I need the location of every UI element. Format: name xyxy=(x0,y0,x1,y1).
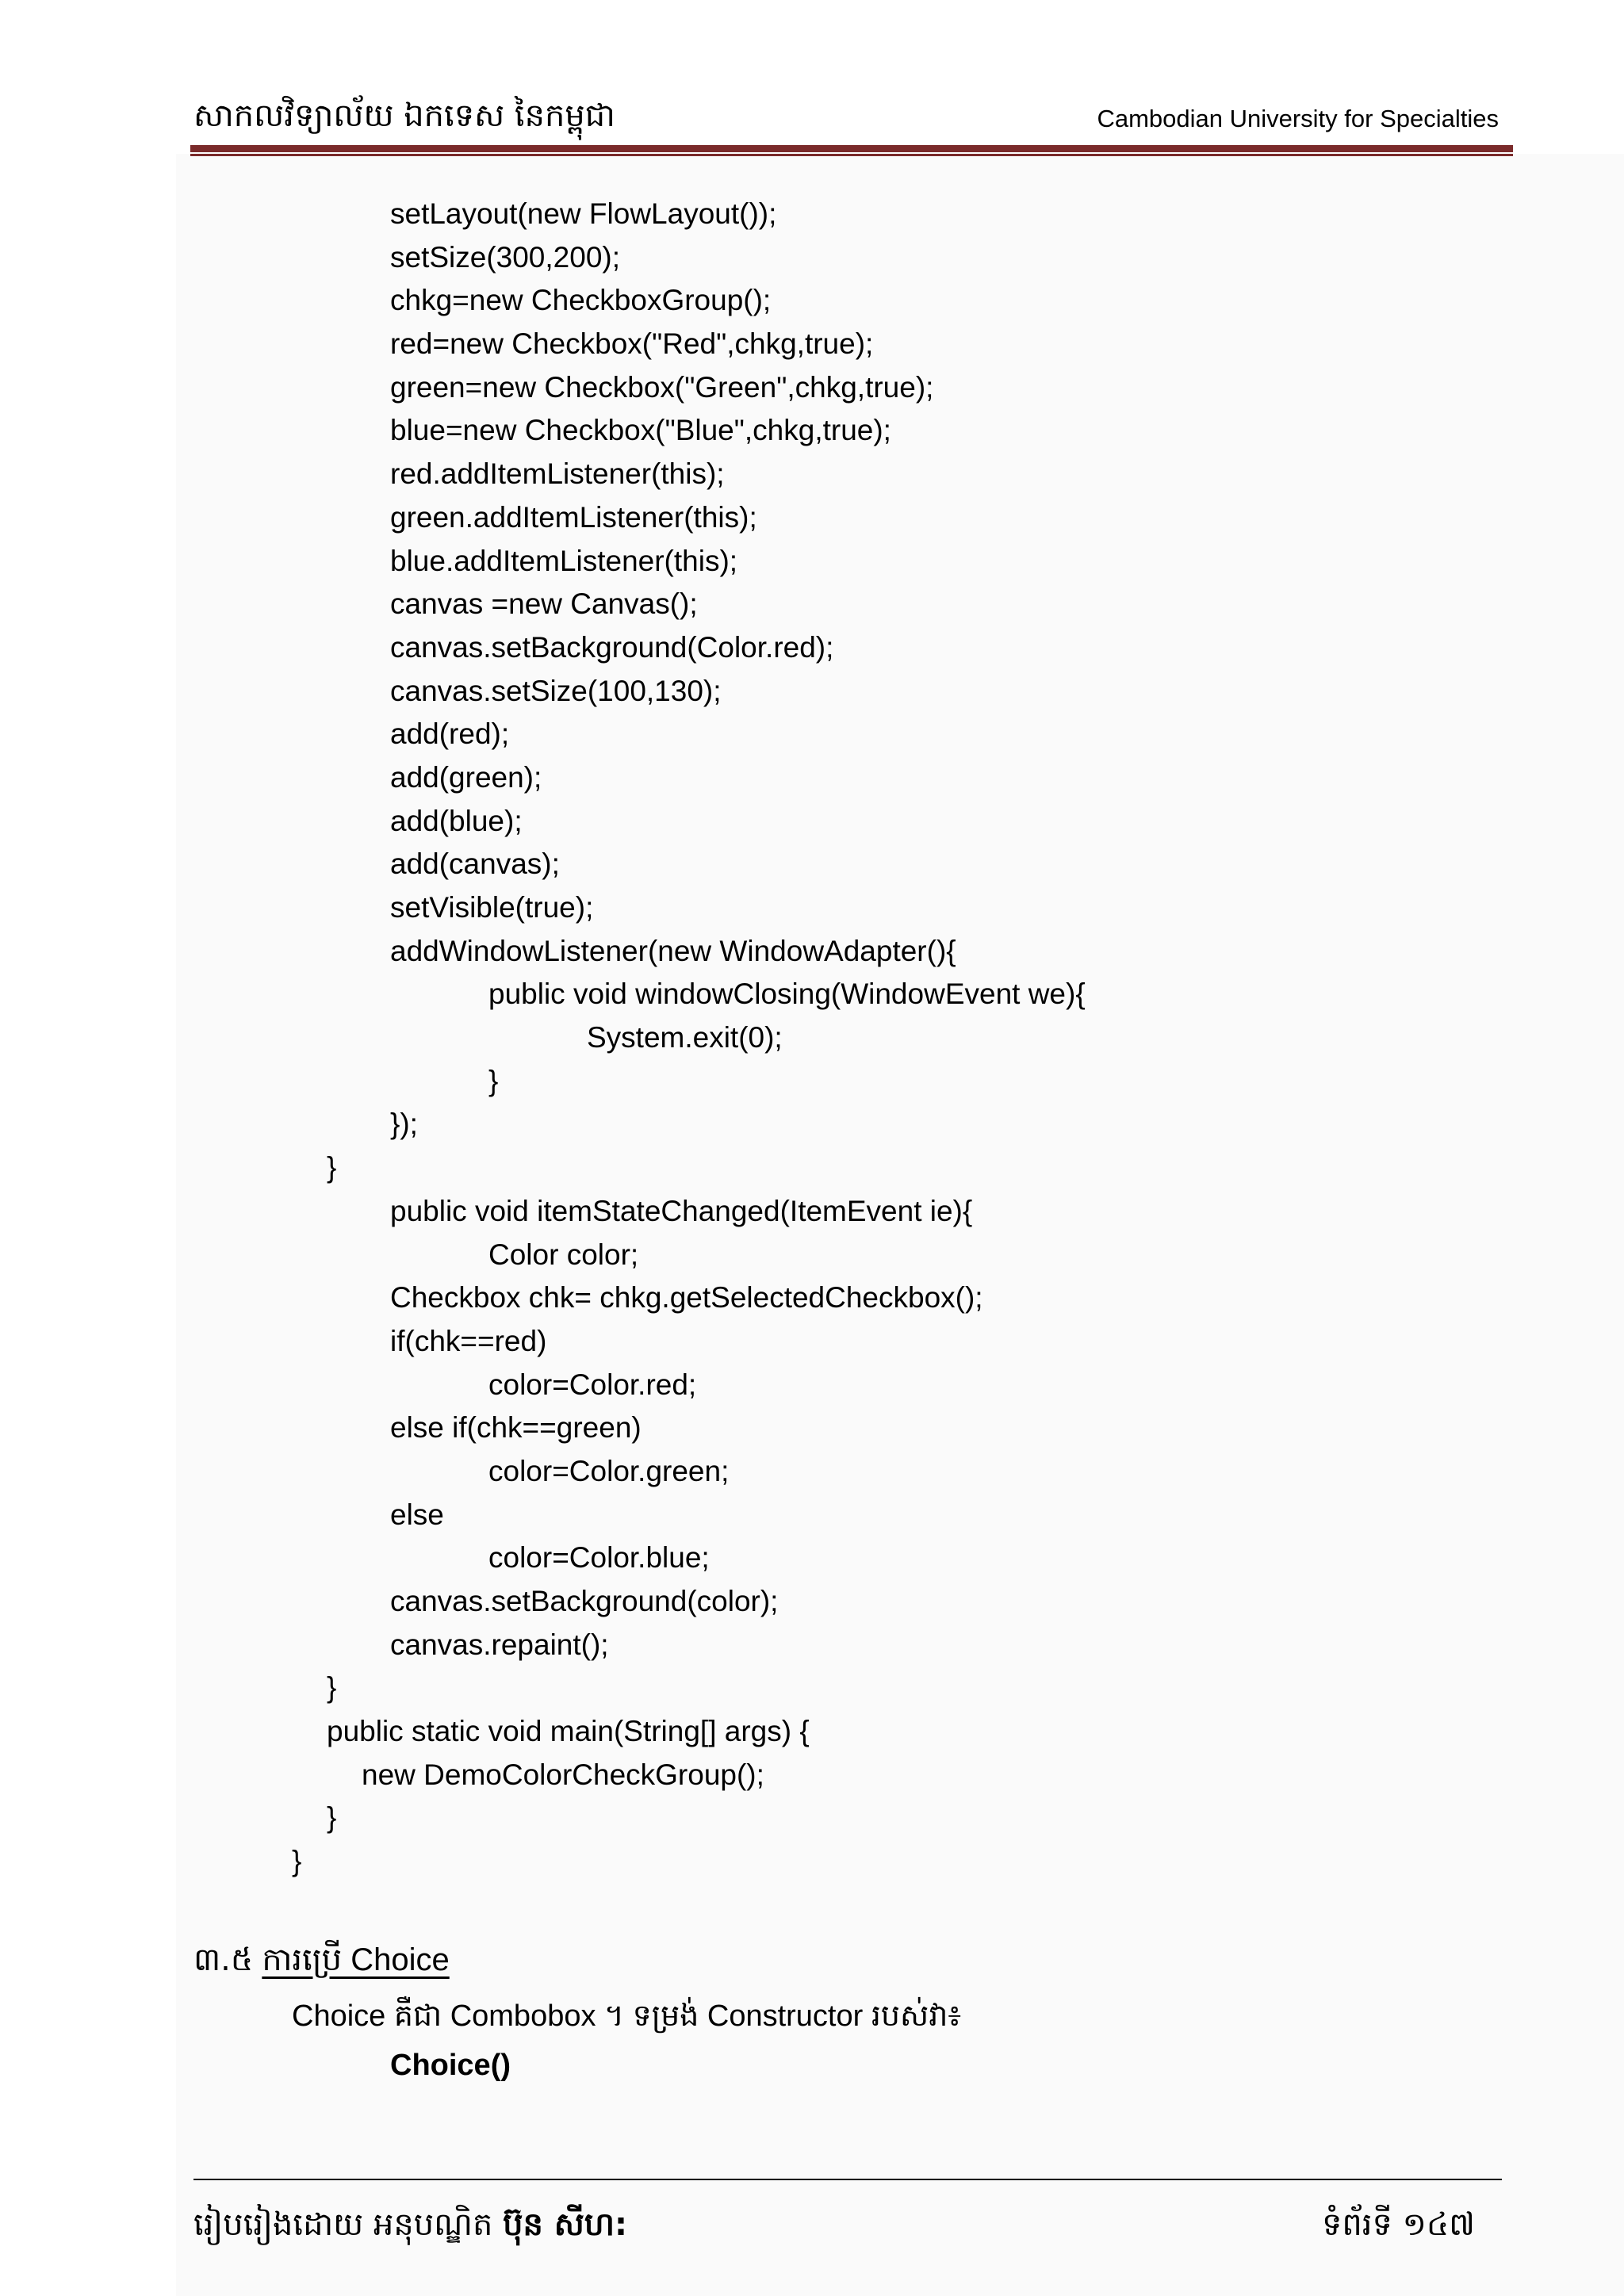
code-line: add(blue); xyxy=(390,804,523,837)
code-line: green.addItemListener(this); xyxy=(390,500,757,534)
code-line: Checkbox chk= chkg.getSelectedCheckbox(); xyxy=(390,1281,983,1314)
code-line: color=Color.green; xyxy=(488,1454,730,1487)
code-line: }); xyxy=(390,1108,418,1141)
code-line: canvas.setBackground(Color.red); xyxy=(390,630,834,664)
header-rule-thin xyxy=(190,154,1513,156)
footer-page-number: ទំព័រទី ១៤៧ xyxy=(1322,2206,1475,2243)
code-line: new DemoColorCheckGroup(); xyxy=(362,1758,764,1791)
header-university-english: Cambodian University for Specialties xyxy=(1097,105,1499,132)
footer-prepared-by: រៀបរៀងដោយ អនុបណ្ឌិត xyxy=(193,2206,493,2243)
code-line: } xyxy=(327,1151,337,1184)
code-line: addWindowListener(new WindowAdapter(){ xyxy=(390,934,956,967)
code-line: green=new Checkbox("Green",chkg,true); xyxy=(390,370,934,404)
code-line: } xyxy=(327,1801,337,1835)
header-rule-thick xyxy=(190,145,1513,152)
code-line: Color color; xyxy=(488,1238,639,1271)
code-line: canvas.setBackground(color); xyxy=(390,1585,779,1617)
code-line: } xyxy=(292,1845,302,1878)
code-line: blue.addItemListener(this); xyxy=(390,544,738,577)
code-line: System.exit(0); xyxy=(587,1021,783,1054)
section-title: ការប្រើ Choice xyxy=(262,1942,450,1977)
code-line: setSize(300,200); xyxy=(390,240,621,274)
code-line: add(canvas); xyxy=(390,848,560,881)
header-university-khmer: សាកលវិទ្យាល័យ ឯកទេស នៃកម្ពុជា xyxy=(193,98,615,134)
constructor-signature: Choice() xyxy=(390,2049,511,2082)
code-line: } xyxy=(488,1064,499,1097)
code-line: canvas.repaint(); xyxy=(390,1628,609,1661)
code-line: if(chk==red) xyxy=(390,1324,547,1357)
section-number: ៣.៥ xyxy=(193,1942,254,1978)
code-line: else if(chk==green) xyxy=(390,1411,642,1445)
code-line: red=new Checkbox("Red",chkg,true); xyxy=(390,327,874,361)
code-line: public static void main(String[] args) { xyxy=(327,1715,810,1748)
code-line: add(green); xyxy=(390,760,542,794)
code-line: canvas.setSize(100,130); xyxy=(390,674,722,707)
code-line: color=Color.red; xyxy=(488,1368,697,1401)
code-line: else xyxy=(390,1498,444,1531)
code-line: chkg=new CheckboxGroup(); xyxy=(390,284,772,317)
footer-rule xyxy=(193,2179,1502,2180)
code-line: canvas =new Canvas(); xyxy=(390,587,698,621)
code-listing xyxy=(0,193,1507,1884)
code-line: blue=new Checkbox("Blue",chkg,true); xyxy=(390,414,891,447)
body-text: Choice គឺជា Combobox ។ ទម្រង់ Constructor របស់វា៖ xyxy=(292,1999,962,2033)
section-heading xyxy=(193,1939,450,1986)
code-line: add(red); xyxy=(390,718,510,751)
code-line: public void windowClosing(WindowEvent we){ xyxy=(488,978,1086,1011)
footer-credit xyxy=(193,2204,627,2251)
code-line: public void itemStateChanged(ItemEvent ie){ xyxy=(390,1194,973,1227)
code-line: setVisible(true); xyxy=(390,891,594,924)
code-line: color=Color.blue; xyxy=(488,1541,710,1575)
footer-author: ប៊ុន សីហ: xyxy=(503,2206,627,2243)
code-line: } xyxy=(327,1671,337,1705)
code-line: red.addItemListener(this); xyxy=(390,457,725,491)
code-line: setLayout(new FlowLayout()); xyxy=(390,197,777,230)
